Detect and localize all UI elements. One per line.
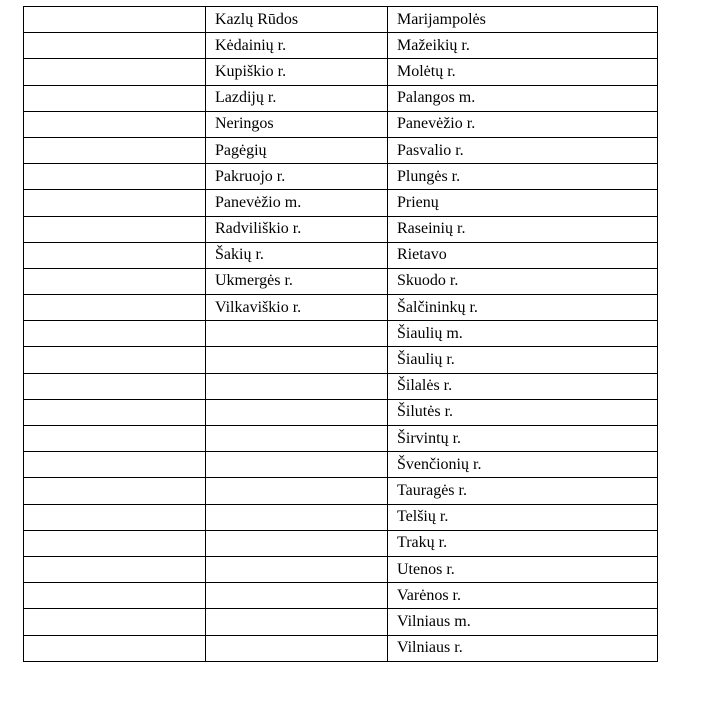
table-cell-col-3: Skuodo r. xyxy=(388,268,658,294)
table-cell-col-3: Šalčininkų r. xyxy=(388,295,658,321)
table-cell-col-1 xyxy=(24,452,206,478)
table-cell-col-2 xyxy=(206,635,388,661)
table-row xyxy=(24,373,658,399)
table-cell-col-1 xyxy=(24,321,206,347)
table-cell-col-2 xyxy=(206,478,388,504)
table-cell-col-1 xyxy=(24,164,206,190)
table-cell-col-1 xyxy=(24,347,206,373)
table-row xyxy=(24,7,658,33)
table-cell-col-2 xyxy=(206,373,388,399)
table-row xyxy=(24,583,658,609)
table-row xyxy=(24,190,658,216)
table-cell-col-1 xyxy=(24,609,206,635)
table-row xyxy=(24,399,658,425)
table-cell-col-3: Šiaulių m. xyxy=(388,321,658,347)
table-cell-col-3: Prienų xyxy=(388,190,658,216)
table-cell-col-2: Pagėgių xyxy=(206,137,388,163)
table-cell-col-2: Panevėžio m. xyxy=(206,190,388,216)
table-row xyxy=(24,268,658,294)
table-cell-col-2 xyxy=(206,347,388,373)
table-row xyxy=(24,321,658,347)
table-cell-col-3: Palangos m. xyxy=(388,85,658,111)
table-row xyxy=(24,137,658,163)
table-cell-col-1 xyxy=(24,190,206,216)
table-cell-col-3: Šiaulių r. xyxy=(388,347,658,373)
table-row xyxy=(24,504,658,530)
table-cell-col-3: Pasvalio r. xyxy=(388,137,658,163)
table-row xyxy=(24,530,658,556)
table-cell-col-1 xyxy=(24,426,206,452)
table-cell-col-1 xyxy=(24,59,206,85)
table-cell-col-1 xyxy=(24,478,206,504)
table-cell-col-1 xyxy=(24,7,206,33)
table-cell-col-2 xyxy=(206,609,388,635)
table-cell-col-3: Marijampolės xyxy=(388,7,658,33)
table-cell-col-1 xyxy=(24,33,206,59)
document-table-wrapper xyxy=(23,6,658,662)
table-row xyxy=(24,216,658,242)
table-row xyxy=(24,347,658,373)
table-cell-col-3: Rietavo xyxy=(388,242,658,268)
table-cell-col-1 xyxy=(24,85,206,111)
table-cell-col-3: Šilalės r. xyxy=(388,373,658,399)
table-cell-col-3: Švenčionių r. xyxy=(388,452,658,478)
table-row xyxy=(24,164,658,190)
table-row xyxy=(24,85,658,111)
table-cell-col-2 xyxy=(206,556,388,582)
table-cell-col-2 xyxy=(206,530,388,556)
table-cell-col-3: Plungės r. xyxy=(388,164,658,190)
table-cell-col-3: Telšių r. xyxy=(388,504,658,530)
table-cell-col-1 xyxy=(24,216,206,242)
table-cell-col-3: Vilniaus m. xyxy=(388,609,658,635)
table-cell-col-3: Raseinių r. xyxy=(388,216,658,242)
table-cell-col-2: Šakių r. xyxy=(206,242,388,268)
table-cell-col-3: Šilutės r. xyxy=(388,399,658,425)
table-cell-col-1 xyxy=(24,268,206,294)
table-row xyxy=(24,478,658,504)
table-cell-col-2: Kazlų Rūdos xyxy=(206,7,388,33)
table-cell-col-1 xyxy=(24,295,206,321)
table-cell-col-1 xyxy=(24,242,206,268)
table-row xyxy=(24,635,658,661)
table-row xyxy=(24,111,658,137)
municipalities-table xyxy=(23,6,658,662)
table-cell-col-2: Vilkaviškio r. xyxy=(206,295,388,321)
table-cell-col-2: Radviliškio r. xyxy=(206,216,388,242)
table-row xyxy=(24,33,658,59)
table-row xyxy=(24,452,658,478)
table-cell-col-1 xyxy=(24,111,206,137)
table-cell-col-2 xyxy=(206,399,388,425)
table-cell-col-2 xyxy=(206,321,388,347)
table-row xyxy=(24,609,658,635)
table-cell-col-2 xyxy=(206,583,388,609)
table-row xyxy=(24,242,658,268)
table-cell-col-2: Kėdainių r. xyxy=(206,33,388,59)
table-cell-col-2: Lazdijų r. xyxy=(206,85,388,111)
table-cell-col-3: Trakų r. xyxy=(388,530,658,556)
table-cell-col-1 xyxy=(24,556,206,582)
table-cell-col-1 xyxy=(24,583,206,609)
table-cell-col-3: Molėtų r. xyxy=(388,59,658,85)
table-row xyxy=(24,59,658,85)
table-cell-col-1 xyxy=(24,373,206,399)
table-cell-col-2: Pakruojo r. xyxy=(206,164,388,190)
table-cell-col-3: Vilniaus r. xyxy=(388,635,658,661)
table-body xyxy=(24,7,658,662)
table-cell-col-1 xyxy=(24,399,206,425)
table-cell-col-3: Panevėžio r. xyxy=(388,111,658,137)
table-cell-col-3: Širvintų r. xyxy=(388,426,658,452)
table-cell-col-2: Ukmergės r. xyxy=(206,268,388,294)
table-cell-col-2: Kupiškio r. xyxy=(206,59,388,85)
table-cell-col-3: Utenos r. xyxy=(388,556,658,582)
table-cell-col-2: Neringos xyxy=(206,111,388,137)
table-cell-col-3: Varėnos r. xyxy=(388,583,658,609)
table-cell-col-2 xyxy=(206,504,388,530)
table-cell-col-2 xyxy=(206,452,388,478)
table-cell-col-1 xyxy=(24,137,206,163)
table-row xyxy=(24,295,658,321)
table-cell-col-1 xyxy=(24,504,206,530)
table-cell-col-2 xyxy=(206,426,388,452)
table-cell-col-3: Tauragės r. xyxy=(388,478,658,504)
table-row xyxy=(24,556,658,582)
table-cell-col-3: Mažeikių r. xyxy=(388,33,658,59)
table-cell-col-1 xyxy=(24,530,206,556)
table-cell-col-1 xyxy=(24,635,206,661)
table-row xyxy=(24,426,658,452)
